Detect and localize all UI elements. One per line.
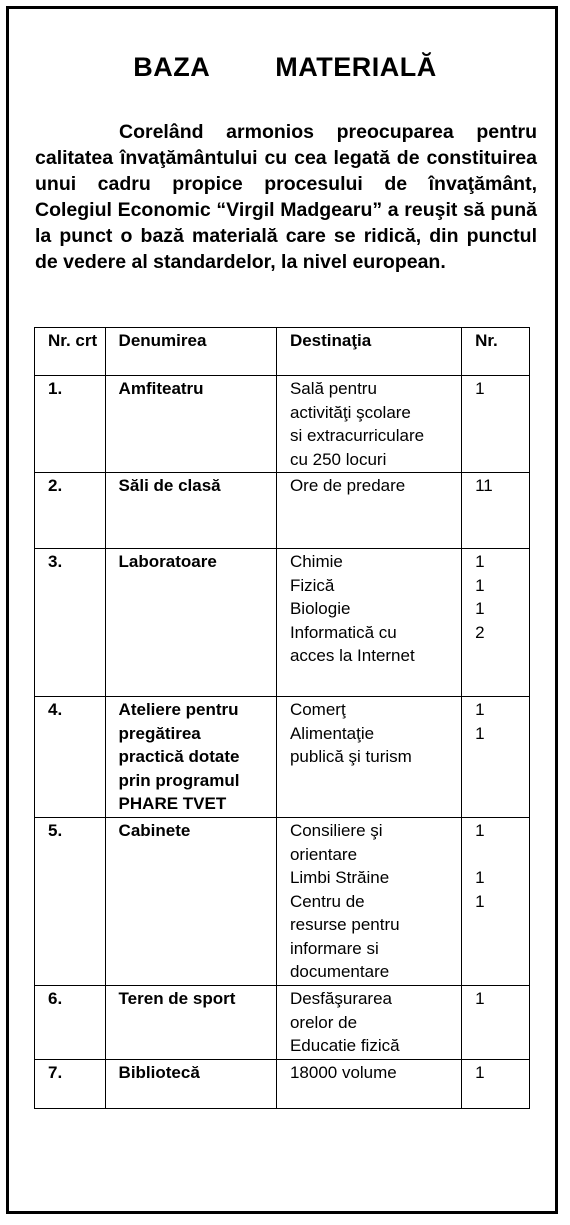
cell-line: Limbi Străine	[289, 868, 390, 887]
cell-line: 1	[475, 1063, 485, 1082]
cell-destinatia	[276, 697, 461, 818]
header-destinatia: Destinaţia	[276, 328, 461, 376]
cell-denumirea: Bibliotecă	[105, 1060, 276, 1109]
facilities-table	[34, 327, 530, 1109]
cell-line: Educatie fizică	[289, 1036, 400, 1055]
cell-line: Desfăşurarea	[289, 989, 393, 1008]
cell-denumirea: Cabinete	[105, 818, 276, 986]
cell-nr	[462, 986, 530, 1060]
cell-nr-crt: 2.	[35, 473, 106, 549]
cell-line: publică şi turism	[289, 747, 412, 766]
cell-line: 1	[475, 989, 485, 1008]
cell-line: 1	[475, 700, 485, 719]
cell-line: 1	[475, 575, 485, 595]
cell-line: 1	[475, 868, 485, 887]
header-nr: Nr.	[462, 328, 530, 376]
table-row	[35, 473, 530, 549]
cell-denumirea: Teren de sport	[105, 986, 276, 1060]
cell-nr-crt: 5.	[35, 818, 106, 986]
cell-line: 1	[475, 821, 485, 840]
cell-line	[475, 843, 523, 867]
cell-line: 18000 volume	[289, 1063, 397, 1082]
table-row	[35, 1060, 530, 1109]
cell-line: Alimentaţie	[289, 723, 375, 743]
cell-nr	[462, 818, 530, 986]
table-row	[35, 986, 530, 1060]
cell-nr-crt: 1.	[35, 376, 106, 473]
cell-denumirea: Săli de clasă	[105, 473, 276, 549]
cell-line: orientare	[289, 844, 358, 864]
header-denumirea: Denumirea	[105, 328, 276, 376]
cell-destinatia	[276, 986, 461, 1060]
cell-nr-crt: 3.	[35, 549, 106, 697]
cell-line: Informatică cu	[289, 622, 397, 642]
cell-destinatia	[276, 818, 461, 986]
cell-line: 1	[475, 379, 485, 398]
intro-paragraph: Corelând armonios preocuparea pentru calitatea învaţământului cu cea legată de constituirea unui cadru propice procesului de învaţământ, Colegiul Economic “Virgil Madgearu” a reuşit să pună la punct o bază materială care se ridică, din punctul de vedere al standardelor, la nivel european.	[35, 121, 537, 273]
table-header-row	[35, 328, 530, 376]
cell-nr-crt: 4.	[35, 697, 106, 818]
cell-line: Consiliere şi	[289, 821, 383, 840]
cell-destinatia	[276, 549, 461, 697]
cell-nr	[462, 473, 530, 549]
table-row	[35, 818, 530, 986]
cell-line: 1	[475, 723, 485, 743]
cell-line: 2	[475, 622, 485, 642]
cell-destinatia	[276, 473, 461, 549]
cell-line: Chimie	[289, 552, 343, 571]
cell-line: 1	[475, 552, 485, 571]
cell-nr-crt: 6.	[35, 986, 106, 1060]
cell-line: 11	[475, 476, 493, 495]
cell-line: Centru de	[289, 891, 365, 911]
cell-denumirea: Amfiteatru	[105, 376, 276, 473]
cell-line: 1	[475, 891, 485, 911]
cell-nr-crt: 7.	[35, 1060, 106, 1109]
cell-line: Biologie	[289, 599, 351, 618]
cell-denumirea: Laboratoare	[105, 549, 276, 697]
cell-nr	[462, 1060, 530, 1109]
cell-denumirea: Ateliere pentru pregătirea practică dotate prin programul PHARE TVET	[105, 697, 276, 818]
cell-line: documentare	[289, 962, 390, 981]
cell-line: acces la Internet	[289, 646, 415, 665]
cell-destinatia	[276, 376, 461, 473]
cell-nr	[462, 697, 530, 818]
cell-line: Fizică	[289, 575, 335, 595]
page-title: BAZA MATERIALĂ	[133, 52, 437, 82]
cell-line: activităţi şcolare	[289, 402, 411, 422]
cell-line: si extracurriculare	[289, 426, 425, 445]
cell-line: Comerţ	[289, 700, 346, 719]
cell-line: cu 250 locuri	[289, 449, 387, 469]
cell-line: informare si	[289, 938, 379, 958]
cell-line: 1	[475, 599, 485, 618]
table-row	[35, 376, 530, 473]
table-row	[35, 697, 530, 818]
cell-nr	[462, 549, 530, 697]
cell-line: resurse pentru	[289, 915, 400, 934]
table-row	[35, 549, 530, 697]
cell-line: Ore de predare	[289, 476, 406, 495]
cell-nr	[462, 376, 530, 473]
cell-line: orelor de	[289, 1012, 358, 1032]
cell-destinatia	[276, 1060, 461, 1109]
header-nr-crt: Nr. crt	[35, 328, 106, 376]
cell-line: Sală pentru	[289, 379, 377, 398]
